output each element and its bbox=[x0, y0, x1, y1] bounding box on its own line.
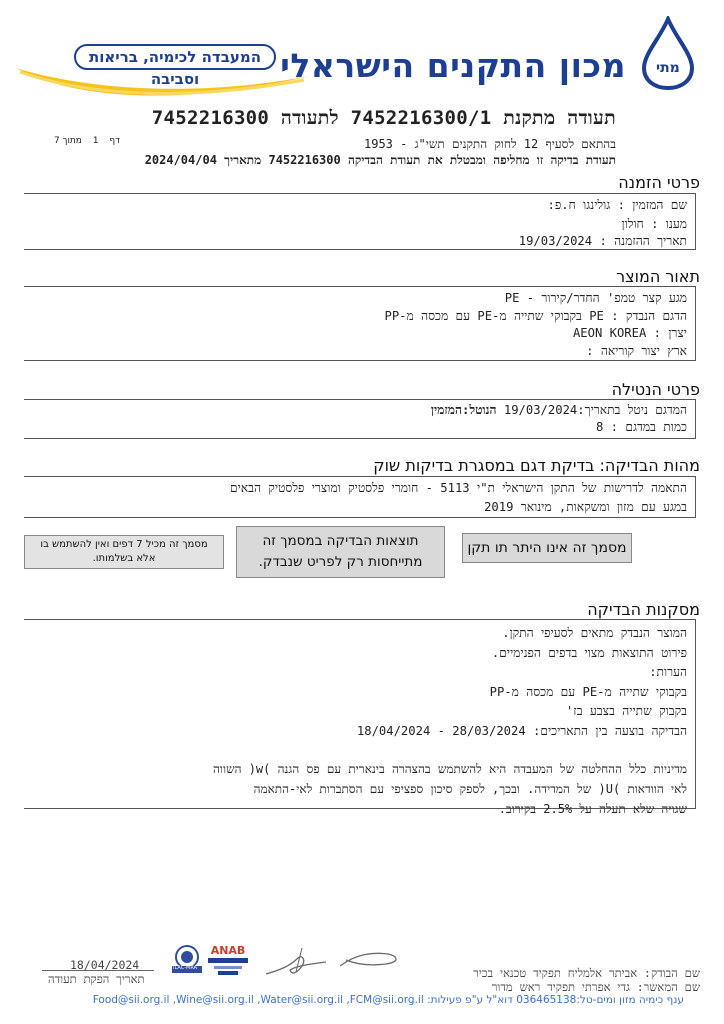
page-label: דף bbox=[109, 136, 121, 146]
order-details-title: פרטי הזמנה bbox=[618, 173, 700, 192]
ilac-mra-logo-text: ILAC-MRA bbox=[173, 965, 198, 971]
manufacturer-line: יצרן : AEON KOREA bbox=[572, 326, 687, 340]
sampling-details-box bbox=[24, 399, 696, 439]
anab-logo bbox=[206, 944, 250, 978]
product-description-title: תאור המוצר bbox=[616, 267, 700, 286]
lab-name-badge: המעבדה לכימיה, בריאות וסביבה bbox=[74, 44, 276, 70]
orderer-name-line: שם המזמין : גולינגו ח.פ: bbox=[547, 198, 687, 212]
contact-line: ענף כימיה מזון ומים-טל:036465138 דוא"ל ע"פ פעילות: Food@sii.org.il ,Wine@sii.org.il ,Water@sii.org.il ,FCM@sii.org.il bbox=[92, 994, 684, 1006]
test-nature-box bbox=[24, 476, 696, 518]
sampling-details-title: פרטי הנטילה bbox=[611, 380, 700, 399]
test-standard-line-2: במגע עם מזון ומשקאות, מינואר 2019 bbox=[484, 499, 687, 514]
test-nature-title: מהות הבדיקה: בדיקת דגם במסגרת בדיקות שוק bbox=[373, 456, 700, 475]
issue-date-label: תאריך הפקת תעודה bbox=[48, 972, 145, 986]
conclusion-line: המוצר הנבדק מתאים לסעיפי התקן. bbox=[502, 626, 687, 640]
sampling-date-line bbox=[24, 402, 695, 419]
remark-line: בקבוק שתייה בצבע בז' bbox=[565, 704, 687, 718]
not-standard-text: מסמך זה אינו היתר תו תקן bbox=[467, 540, 627, 556]
product-description-box bbox=[24, 286, 696, 361]
country-line: ארץ יצור קוריאה : bbox=[586, 343, 687, 358]
not-standard-notice bbox=[462, 533, 632, 563]
decision-policy-line: שגויה שלא תעלה על 2.5% בקירוב. bbox=[498, 802, 687, 816]
conclusions-box bbox=[24, 619, 696, 816]
remarks-label: הערות: bbox=[649, 665, 687, 679]
law-reference-line: בהתאם לסעיף 12 לחוק התקנים תשי"ג - 1953 bbox=[364, 137, 616, 151]
sampled-by: הנוטל:המזמין bbox=[430, 403, 497, 417]
sampling-date: המדגם ניטל בתאריך:19/03/2024 bbox=[503, 403, 687, 417]
certificate-title: תעודה מתקנת 7452216300/1 לתעודה 7452216300 bbox=[151, 107, 616, 129]
test-period-line: הבדיקה בוצעה בין התאריכים: 28/03/2024 - 18/04/2024 bbox=[356, 723, 687, 738]
sample-quantity-line: כמות במדגם : 8 bbox=[595, 420, 687, 434]
order-date-line: תאריך ההזמנה : 19/03/2024 bbox=[518, 233, 687, 248]
of-label: מתוך bbox=[62, 136, 82, 146]
page-indicator bbox=[54, 136, 120, 146]
signature-checker bbox=[262, 946, 332, 980]
signature-approver bbox=[336, 948, 406, 972]
results-apply-notice bbox=[236, 526, 445, 578]
checked-by-line: שם הבודק: אביתר אלמליח תפקיד טכנאי בכיר bbox=[473, 966, 700, 980]
pages-notice-text: מסמך זה מכיל 7 דפים ואין להשתמש בו אלא בשלמותו. bbox=[40, 539, 208, 564]
orderer-address-line: מענו : חולון bbox=[621, 216, 687, 231]
pages-notice bbox=[24, 535, 224, 569]
page-number: 1 bbox=[92, 136, 99, 146]
anab-icon bbox=[206, 957, 250, 977]
institute-name: מכון התקנים הישראלי bbox=[280, 46, 626, 85]
logo-text: מתי bbox=[656, 60, 680, 76]
tested-model-line: הדגם הנבדק : PE בקבוקי שתייה מ-PE עם מכסה מ-PP bbox=[384, 308, 687, 323]
issue-date-divider bbox=[42, 970, 154, 971]
ilac-mra-logo bbox=[170, 944, 204, 974]
results-apply-text: תוצאות הבדיקה במסמך זה מתייחסות רק לפריט שנבדק. bbox=[258, 533, 423, 570]
issue-date: 18/04/2024 bbox=[70, 958, 140, 972]
conclusions-title: מסקנות הבדיקה bbox=[587, 600, 700, 619]
total-pages: 7 bbox=[54, 136, 60, 146]
remark-line: PP-עם מכסה מ PE-בקבוקי שתייה מ bbox=[489, 684, 687, 699]
sii-logo-icon bbox=[640, 16, 696, 90]
conclusion-line: פירוט התוצאות מצוי בדפים הפנימיים. bbox=[491, 645, 687, 660]
decision-policy-line: מדיניות כלל ההחלטה של המעבדה היא להשתמש בהצהרה בינארית עם פס הגנה )w( השווה bbox=[213, 762, 687, 776]
anab-logo-text: ANAB bbox=[210, 944, 246, 957]
approved-by-line: שם המאשר: גדי אפרתי תפקיד ראש מדור bbox=[491, 980, 700, 994]
order-details-box bbox=[24, 193, 696, 250]
replacement-notice-line: תעודת בדיקה זו מחליפה ומבטלת את תעודת הבדיקה 7452216300 מתאריך 2024/04/04 bbox=[144, 153, 616, 167]
product-type-line: PE - מגע קצר טמפ' החדר/קירור bbox=[504, 291, 687, 305]
test-standard-line: התאמה לדרישות של התקן הישראלי ת"י 5113 - חומרי פלסטיק ומוצרי פלסטיק הבאים bbox=[229, 481, 687, 495]
decision-policy-line: לאי הוודאות )U( של המדידה. ובכך, לספק סיכון ספציפי עם הסתברות לאי-התאמה bbox=[253, 782, 687, 796]
